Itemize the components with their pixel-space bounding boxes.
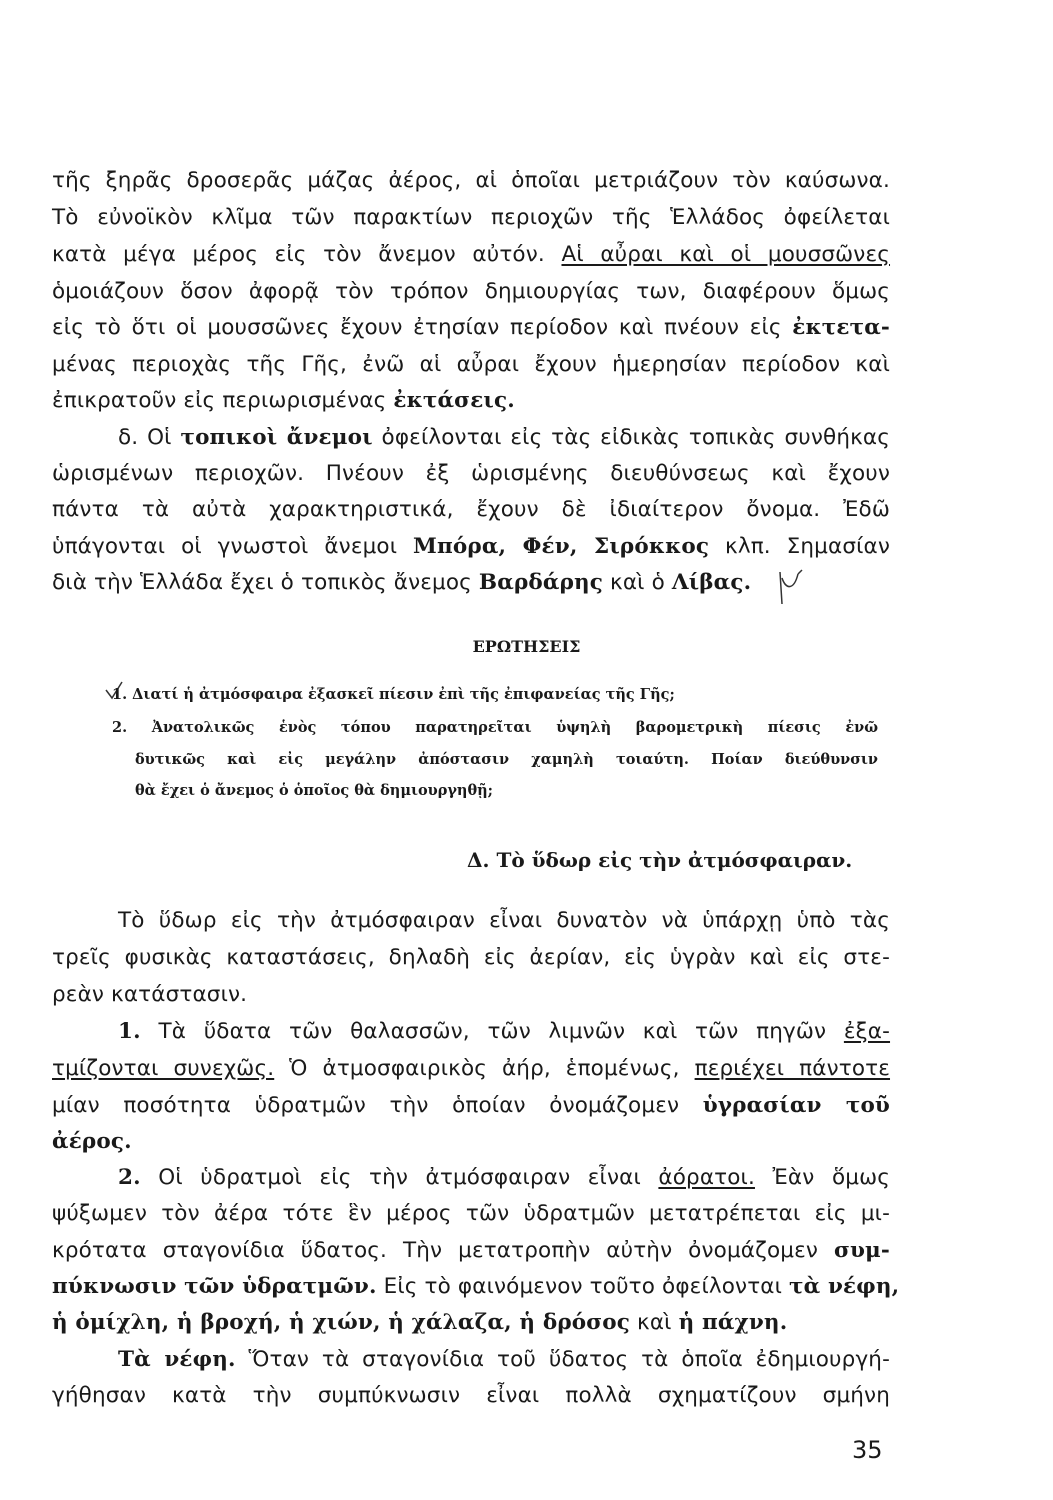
bold-term: ἀέρος. bbox=[52, 1129, 132, 1154]
bold-term: ὑγρασίαν τοῦ bbox=[702, 1093, 890, 1118]
question-2-line: θὰ ἔχει ὁ ἄνεμος ὁ ὁποῖος θὰ δημιουργηθῇ; bbox=[135, 782, 494, 799]
question-1: 1. Διατί ἡ ἀτμόσφαιρα ἐξασκεῖ πίεσιν ἐπὶ τῆς ἐπιφανείας τῆς Γῆς; bbox=[112, 686, 675, 703]
pen-mark-icon bbox=[774, 560, 814, 610]
text-span: κλπ. Σημασίαν bbox=[725, 534, 891, 559]
section-title: Δ. Τὸ ὕδωρ εἰς τὴν ἀτμόσφαιραν. bbox=[467, 848, 853, 872]
bold-term: Τὰ νέφη. bbox=[118, 1347, 236, 1372]
text-span: Ὁ ἀτμοσφαιρικὸς ἀήρ, ἑπομένως, bbox=[289, 1056, 680, 1081]
underlined-phrase: ἀόρατοι. bbox=[658, 1165, 755, 1190]
text-line bbox=[52, 386, 890, 416]
text-line: Τὸ ὕδωρ εἰς τὴν ἀτμόσφαιραν εἶναι δυνατὸν νὰ ὑπάρχῃ ὑπὸ τὰς bbox=[118, 908, 890, 933]
bold-term: ἡ ὁμίχλη, ἡ βροχή, ἡ χιών, ἡ χάλαζα, ἡ δρόσος bbox=[52, 1310, 631, 1335]
text-line bbox=[52, 240, 890, 270]
text-line: μένας περιοχὰς τῆς Γῆς, ἐνῶ αἱ αὖραι ἔχουν ἡμερησίαν περίοδον καὶ bbox=[52, 352, 890, 377]
text-line: ψύξωμεν τὸν ἀέρα τότε ἓν μέρος τῶν ὑδρατμῶν μετατρέπεται εἰς μι- bbox=[52, 1201, 890, 1226]
text-span: κατὰ μέγα μέρος εἰς τὸν ἄνεμον αὐτόν. bbox=[52, 242, 545, 267]
text-span: Ὅταν τὰ σταγονίδια τοῦ ὕδατος τὰ ὁποῖα ἐδημιουργή- bbox=[248, 1347, 890, 1372]
text-line bbox=[52, 1236, 890, 1266]
text-line bbox=[52, 568, 890, 598]
text-line bbox=[52, 532, 890, 562]
bold-term: Λίβας. bbox=[671, 570, 752, 595]
text-span: διὰ τὴν Ἑλλάδα ἔχει ὁ τοπικὸς ἄνεμος bbox=[52, 570, 472, 595]
text-span: Τὰ ὕδατα τῶν θαλασσῶν, τῶν λιμνῶν καὶ τῶν πηγῶν bbox=[158, 1019, 827, 1044]
text-line: ὁμοιάζουν ὅσον ἀφορᾷ τὸν τρόπον δημιουργίας των, διαφέρουν ὅμως bbox=[52, 279, 890, 304]
text-span: Ἐὰν ὅμως bbox=[772, 1165, 891, 1190]
text-line bbox=[118, 423, 890, 453]
text-span: δ. Οἱ bbox=[118, 425, 172, 450]
text-span: κρότατα σταγονίδια ὕδατος. Τὴν μετατροπὴν αὐτὴν ὀνομάζομεν bbox=[52, 1238, 819, 1263]
text-line bbox=[118, 1017, 890, 1047]
text-span: καὶ ὁ bbox=[610, 570, 665, 595]
text-span: ἐπικρατοῦν εἰς περιωρισμένας bbox=[52, 388, 387, 413]
text-span: ὀφείλονται εἰς τὰς εἰδικὰς τοπικὰς συνθήκας bbox=[381, 425, 891, 450]
questions-heading: ΕΡΩΤΗΣΕΙΣ bbox=[472, 637, 581, 656]
text-line: τῆς ξηρᾶς δροσερᾶς μάζας ἀέρος, αἱ ὁποῖαι μετριάζουν τὸν καύσωνα. bbox=[52, 168, 890, 193]
underlined-phrase: ἐξα- bbox=[843, 1019, 891, 1044]
underlined-phrase: τμίζονται συνεχῶς. bbox=[52, 1056, 275, 1081]
bold-term: Μπόρα, Φέν, Σιρόκκος bbox=[413, 534, 710, 559]
bold-term: τοπικοὶ ἄνεμοι bbox=[180, 425, 373, 450]
question-2-line: 2. Ἀνατολικῶς ἑνὸς τόπου παρατηρεῖται ὑψηλὴ βαρομετρικὴ πίεσις ἐνῶ bbox=[112, 719, 878, 736]
text-span: ὑπάγονται οἱ γνωστοὶ ἄνεμοι bbox=[52, 534, 398, 559]
text-line: γήθησαν κατὰ τὴν συμπύκνωσιν εἶναι πολλὰ σχηματίζουν σμήνη bbox=[52, 1383, 890, 1408]
question-2-line: δυτικῶς καὶ εἰς μεγάλην ἀπόστασιν χαμηλὴ τοιαύτη. Ποίαν διεύθυνσιν bbox=[135, 751, 878, 768]
text-line: Τὸ εὐνοϊκὸν κλῖμα τῶν παρακτίων περιοχῶν τῆς Ἑλλάδος ὀφείλεται bbox=[52, 205, 890, 230]
text-line bbox=[118, 1345, 890, 1375]
text-line: τρεῖς φυσικὰς καταστάσεις, δηλαδὴ εἰς ἀερίαν, εἰς ὑγρὰν καὶ εἰς στε- bbox=[52, 945, 890, 970]
text-line bbox=[52, 1091, 890, 1121]
page-number: 35 bbox=[852, 1436, 883, 1464]
text-line: ρεὰν κατάστασιν. bbox=[52, 982, 248, 1007]
bold-term: τὰ νέφη, bbox=[789, 1274, 900, 1299]
text-span: μίαν ποσότητα ὑδρατμῶν τὴν ὁποίαν ὀνομάζομεν bbox=[52, 1093, 680, 1118]
item-number: 1. bbox=[118, 1019, 141, 1044]
underlined-phrase: Αἱ αὖραι καὶ οἱ μουσσῶνες bbox=[561, 242, 891, 267]
text-span: Οἱ ὑδρατμοὶ εἰς τὴν ἀτμόσφαιραν εἶναι bbox=[158, 1165, 641, 1190]
text-line bbox=[52, 1272, 900, 1302]
text-span: Εἰς τὸ φαινόμενον τοῦτο ὀφείλονται bbox=[383, 1274, 783, 1299]
text-line: πάντα τὰ αὐτὰ χαρακτηριστικά, ἔχουν δὲ ἰδιαίτερον ὄνομα. Ἐδῶ bbox=[52, 497, 890, 522]
underlined-phrase: περιέχει πάντοτε bbox=[694, 1056, 891, 1081]
bold-term: συμ- bbox=[833, 1238, 890, 1263]
text-span: καὶ bbox=[637, 1310, 672, 1335]
text-line: ὡρισμένων περιοχῶν. Πνέουν ἐξ ὡρισμένης διευθύνσεως καὶ ἔχουν bbox=[52, 461, 890, 486]
text-line bbox=[118, 1163, 890, 1193]
bold-term: ἡ πάχνη. bbox=[678, 1310, 788, 1335]
bold-term: Βαρδάρης bbox=[478, 570, 604, 595]
text-line bbox=[52, 1308, 890, 1338]
text-span: εἰς τὸ ὅτι οἱ μουσσῶνες ἔχουν ἐτησίαν περίοδον καὶ πνέουν εἰς bbox=[52, 315, 782, 340]
bold-word: ἐκτετα- bbox=[792, 315, 891, 340]
bold-word: ἐκτάσεις. bbox=[393, 388, 515, 413]
text-line bbox=[52, 1054, 890, 1084]
item-number: 2. bbox=[118, 1165, 141, 1190]
bold-term: πύκνωσιν τῶν ὑδρατμῶν. bbox=[52, 1274, 377, 1299]
text-line bbox=[52, 313, 890, 343]
